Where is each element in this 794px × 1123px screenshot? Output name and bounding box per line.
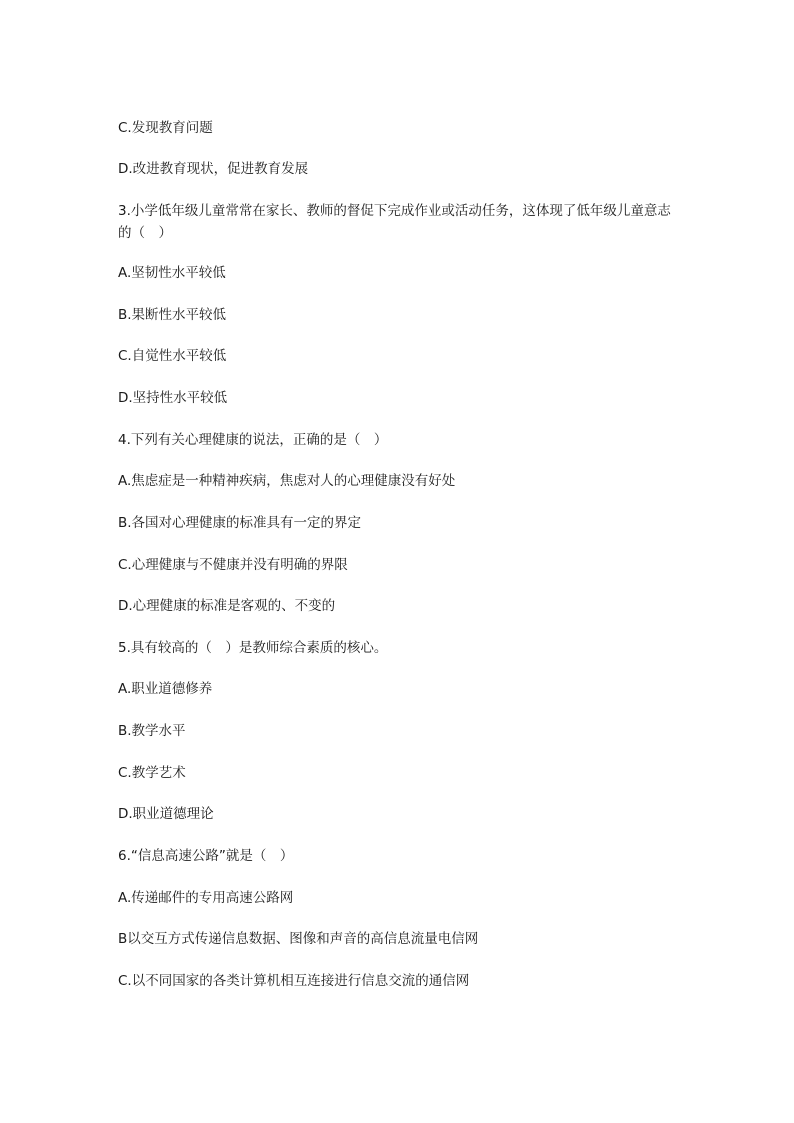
question-4: 4.下列有关心理健康的说法，正确的是（ ） bbox=[118, 432, 388, 448]
option-d-q5: D.职业道德理论 bbox=[118, 806, 214, 822]
option-c-q3: C.自觉性水平较低 bbox=[118, 348, 227, 364]
option-c-q4: C.心理健康与不健康并没有明确的界限 bbox=[118, 557, 348, 573]
question-6: 6.“信息高速公路”就是（ ） bbox=[118, 848, 294, 864]
option-c-q2: C.发现教育问题 bbox=[118, 120, 213, 136]
option-b-q3: B.果断性水平较低 bbox=[118, 307, 227, 323]
option-c-q5: C.教学艺术 bbox=[118, 765, 186, 781]
question-3: 3.小学低年级儿童常常在家长、教师的督促下完成作业或活动任务，这体现了低年级儿童意志的（ ） bbox=[118, 203, 671, 241]
option-a-q4: A.焦虑症是一种精神疾病，焦虑对人的心理健康没有好处 bbox=[118, 473, 456, 489]
option-d-q3: D.坚持性水平较低 bbox=[118, 390, 228, 406]
option-a-q3: A.坚韧性水平较低 bbox=[118, 265, 226, 281]
option-b-q6: B以交互方式传递信息数据、图像和声音的高信息流量电信网 bbox=[118, 931, 479, 947]
option-b-q5: B.教学水平 bbox=[118, 723, 186, 739]
option-a-q6: A.传递邮件的专用高速公路网 bbox=[118, 890, 294, 906]
option-a-q5: A.职业道德修养 bbox=[118, 681, 213, 697]
option-c-q6: C.以不同国家的各类计算机相互连接进行信息交流的通信网 bbox=[118, 973, 470, 989]
option-d-q4: D.心理健康的标准是客观的、不变的 bbox=[118, 598, 336, 614]
option-b-q4: B.各国对心理健康的标准具有一定的界定 bbox=[118, 515, 362, 531]
question-5: 5.具有较高的（ ）是教师综合素质的核心。 bbox=[118, 640, 388, 656]
option-d-q2: D.改进教育现状，促进教育发展 bbox=[118, 161, 309, 177]
